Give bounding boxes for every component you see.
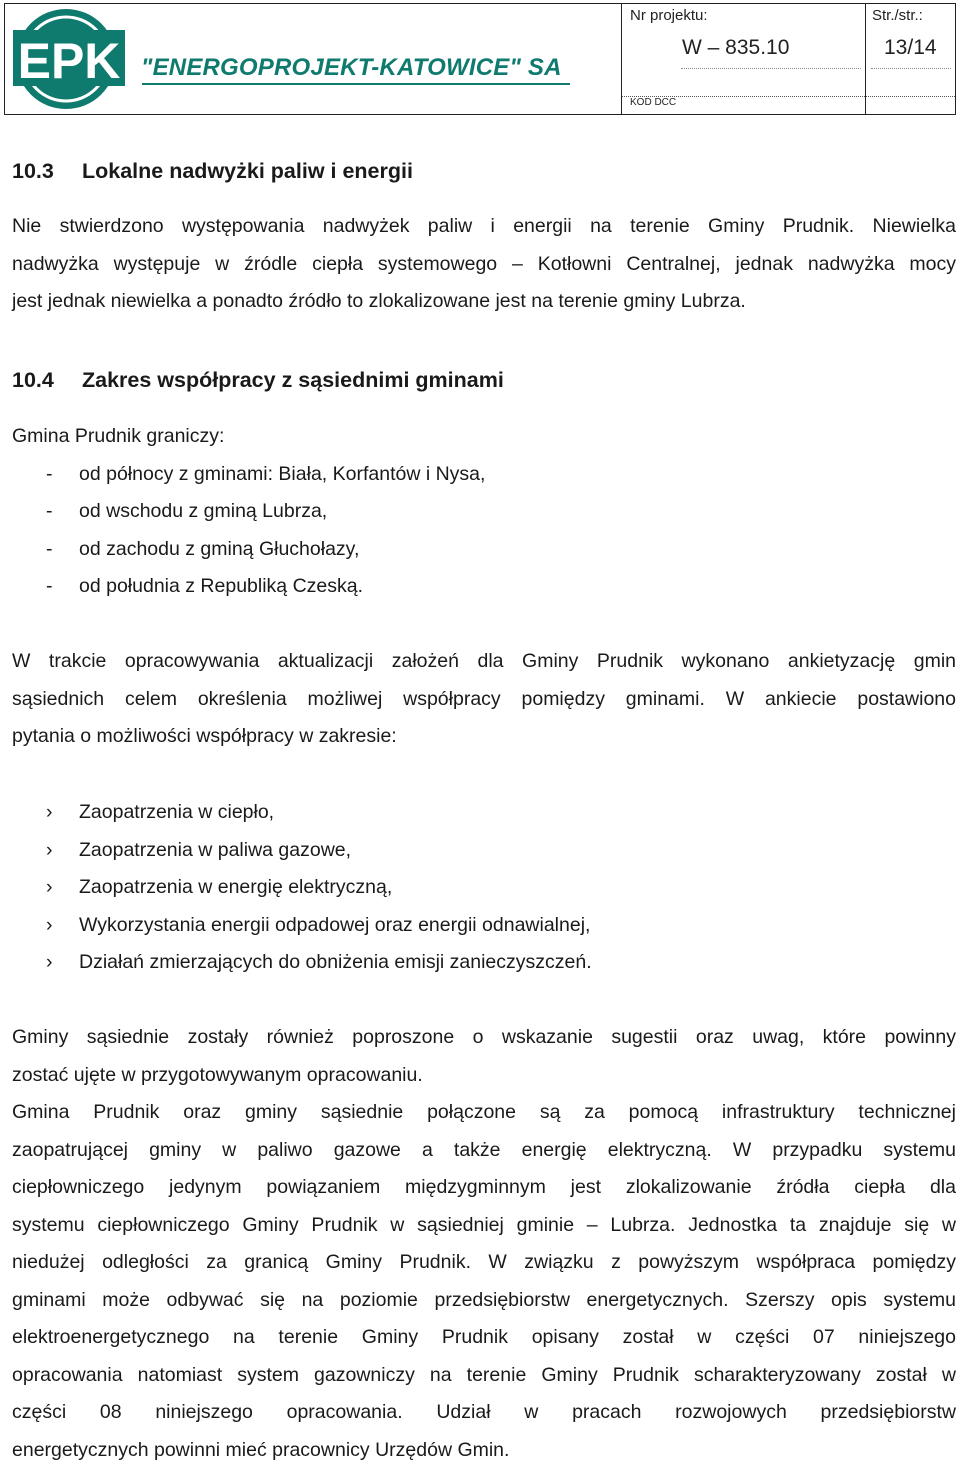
project-cell — [622, 4, 866, 114]
epk-logo-icon — [11, 6, 129, 112]
paragraph-line: systemu ciepłowniczego Gminy Prudnik w sąsiedniej gminie – Lubrza. Jednostka ta znajduje się w — [12, 1214, 956, 1236]
chevron-marker: › — [46, 839, 53, 861]
svg-text:EPK: EPK — [17, 33, 121, 89]
logo-cell — [5, 4, 622, 114]
paragraph-line: gminami może odbywać się na poziomie przedsiębiorstw energetycznych. Szerszy opis systemu — [12, 1289, 956, 1311]
paragraph-line: jest jednak niewielka a ponadto źródło to zlokalizowane jest na terenie gminy Lubrza. — [12, 290, 746, 312]
dash-marker: - — [46, 463, 53, 485]
list-item: od wschodu z gminą Lubrza, — [79, 500, 328, 522]
section-title: Lokalne nadwyżki paliw i energii — [82, 159, 413, 183]
project-dotted-line — [681, 68, 861, 69]
paragraph-line: elektroenergetycznego na terenie Gminy Prudnik opisany został w części 07 niniejszego — [12, 1326, 956, 1348]
chevron-marker: › — [46, 914, 53, 936]
kod-dcc-label: KOD DCC — [630, 97, 677, 108]
list-item: Zaopatrzenia w ciepło, — [79, 801, 275, 823]
list-item: Działań zmierzających do obniżenia emisji zanieczyszczeń. — [79, 951, 592, 973]
paragraph-line: pytania o możliwości współpracy w zakresie: — [12, 725, 397, 747]
list-item: Wykorzystania energii odpadowej oraz energii odnawialnej, — [79, 914, 591, 936]
list-item: od południa z Republiką Czeską. — [79, 575, 364, 597]
section-title: Zakres współpracy z sąsiednimi gminami — [82, 368, 504, 392]
paragraph-line: Gmina Prudnik oraz gminy sąsiednie połączone są za pomocą infrastruktury technicznej — [12, 1101, 956, 1123]
list-item: Zaopatrzenia w paliwa gazowe, — [79, 839, 352, 861]
dash-marker: - — [46, 575, 53, 597]
company-underline — [142, 83, 570, 85]
chevron-marker: › — [46, 951, 53, 973]
project-number: W – 835.10 — [682, 36, 790, 59]
section-number: 10.3 — [12, 159, 54, 183]
paragraph-line: Gminy sąsiednie zostały również poproszone o wskazanie sugestii oraz uwag, które powinny — [12, 1026, 956, 1048]
paragraph-line: W trakcie opracowywania aktualizacji założeń dla Gminy Prudnik wykonano ankietyzację gmin — [12, 650, 956, 672]
page-cell — [866, 4, 955, 114]
page-dotted-line — [871, 68, 951, 69]
company-name: "ENERGOPROJEKT-KATOWICE" SA — [141, 54, 562, 81]
paragraph-line: zaopatrującej gminy w paliwo gazowe a także energię elektryczną. W przypadku systemu — [12, 1139, 956, 1161]
paragraph-line: zostać ujęte w przygotowywanym opracowaniu. — [12, 1064, 423, 1086]
chevron-marker: › — [46, 801, 53, 823]
paragraph-line: opracowania natomiast system gazowniczy na terenie Gminy Prudnik scharakteryzowany został w — [12, 1364, 956, 1386]
list-item: Zaopatrzenia w energię elektryczną, — [79, 876, 393, 898]
section-number: 10.4 — [12, 368, 54, 392]
paragraph-line: części 08 niniejszego opracowania. Udział w pracach rozwojowych przedsiębiorstw — [12, 1401, 956, 1423]
list-item: od zachodu z gminą Głuchołazy, — [79, 538, 360, 560]
dash-marker: - — [46, 538, 53, 560]
paragraph-line: nadwyżka występuje w źródle ciepła systemowego – Kotłowni Centralnej, jednak nadwyżka mocy — [12, 253, 956, 275]
section-heading-10-4 — [12, 368, 504, 393]
paragraph-line: ciepłowniczego jedynym powiązaniem międzygminnym jest zlokalizowanie źródła ciepła dla — [12, 1176, 956, 1198]
project-label: Nr projektu: — [630, 7, 708, 24]
list-item: od północy z gminami: Biała, Korfantów i Nysa, — [79, 463, 486, 485]
paragraph-line: Nie stwierdzono występowania nadwyżek paliw i energii na terenie Gminy Prudnik. Niewielka — [12, 215, 956, 237]
chevron-marker: › — [46, 876, 53, 898]
page-label: Str./str.: — [872, 7, 923, 24]
page-number: 13/14 — [884, 36, 937, 59]
document-header — [4, 3, 956, 115]
paragraph-line: niedużej odległości za granicą Gminy Prudnik. W związku z powyższym współpraca pomiędzy — [12, 1251, 956, 1273]
borders-intro: Gmina Prudnik graniczy: — [12, 425, 225, 447]
paragraph-line: sąsiednich celem określenia możliwej współpracy pomiędzy gminami. W ankiecie postawiono — [12, 688, 956, 710]
dash-marker: - — [46, 500, 53, 522]
section-heading-10-3 — [12, 159, 413, 184]
paragraph-line: energetycznych powinni mieć pracownicy Urzędów Gmin. — [12, 1439, 510, 1461]
kod-divider — [622, 96, 955, 97]
